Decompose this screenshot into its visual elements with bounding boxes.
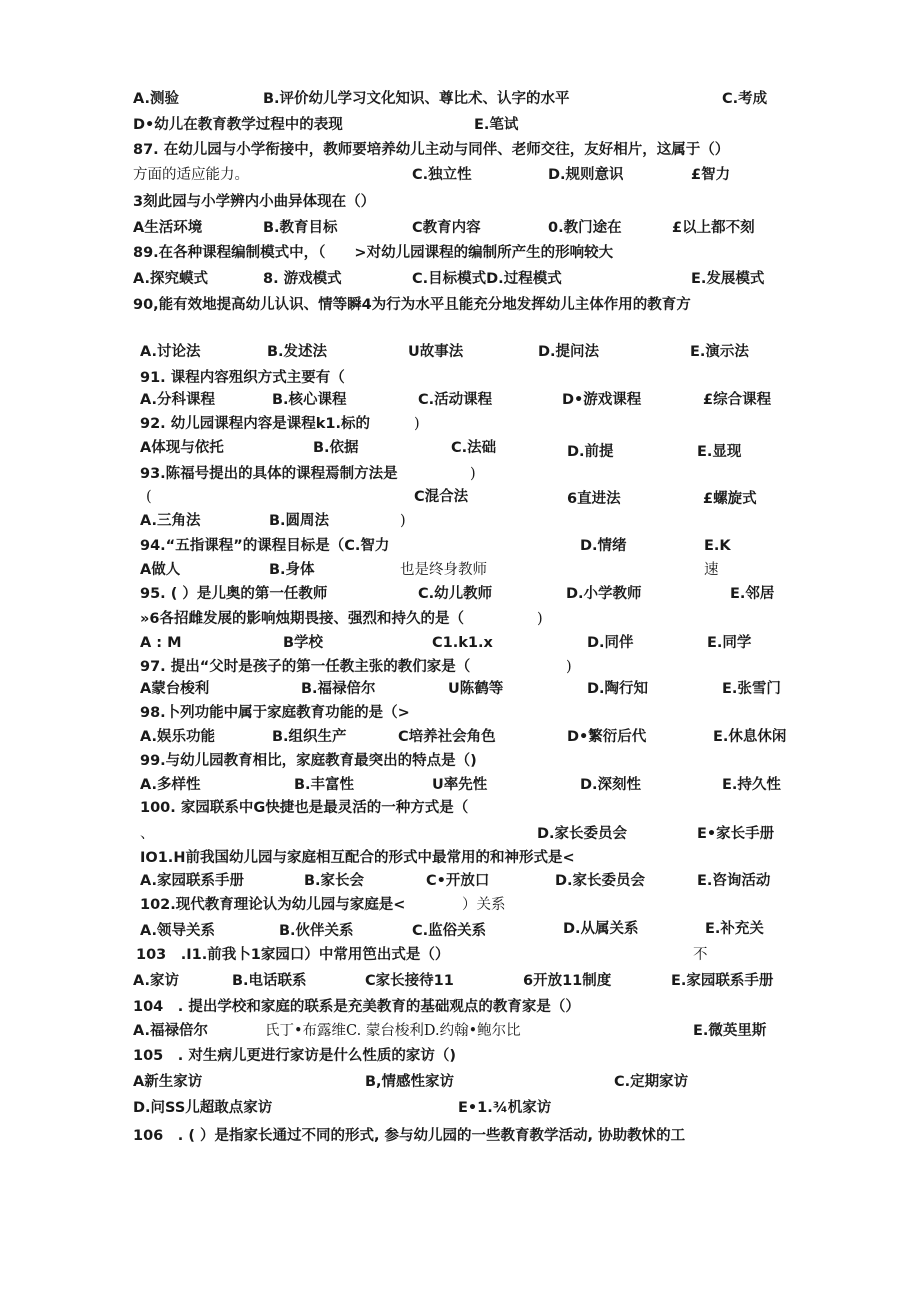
text-line-42-0: A新生家访 [133, 1074, 203, 1090]
text-line-24-0: 97. 提出“父时是孩子的第一任教主张的教们家是（ [140, 659, 471, 675]
text-line-41-0: 105 . 对生病儿更进行家访是什么性质的家访（) [133, 1048, 456, 1064]
text-line-39-0: 104 . 提出学校和家庭的联系是充美教育的基础观点的教育家是（） [133, 999, 580, 1015]
text-line-0-1: B.评价幼儿学习文化知识、尊比术、认字的水平 [263, 91, 570, 107]
text-line-28-0: 99.与幼儿园教育相比，家庭教育最突出的特点是（) [140, 753, 477, 769]
text-line-13-2: C.法础 [451, 440, 497, 456]
text-line-27-4: E.休息休闲 [713, 729, 787, 745]
text-line-18-0: A.三角法 [140, 513, 201, 529]
text-line-34-0: 102.现代教育理论认为幼儿园与家庭是< [140, 897, 406, 913]
text-line-40-2: E.微英里斯 [693, 1023, 767, 1039]
text-line-9-3: D.提问法 [538, 344, 600, 360]
text-line-3-1: C.独立性 [412, 167, 472, 183]
text-line-20-3: 速 [704, 562, 719, 578]
text-line-20-0: A做人 [140, 562, 181, 578]
text-line-17-1: £螺旋式 [703, 491, 757, 507]
text-line-15-1: ) [470, 466, 476, 482]
text-line-9-4: E.演示法 [690, 344, 749, 360]
text-line-0-0: A.测验 [133, 91, 179, 107]
text-line-33-3: D.家长委员会 [555, 873, 646, 889]
text-line-35-0: A.领导关系 [140, 923, 215, 939]
text-line-3-3: £智力 [691, 167, 731, 183]
text-line-23-3: D.同伴 [587, 635, 634, 651]
text-line-34-1: ）关系 [462, 897, 506, 913]
text-line-10-0: 91. 课程内容殂织方式主要有（ [140, 370, 345, 386]
text-line-33-1: B.家长会 [304, 873, 365, 889]
text-line-16-0: ( [146, 489, 152, 505]
text-line-11-4: £综合课程 [703, 392, 772, 408]
text-line-20-1: B.身体 [269, 562, 315, 578]
text-line-21-1: C.幼儿教师 [418, 586, 493, 602]
text-line-21-0: 95. ( ）是儿奥的第一任教师 [140, 586, 328, 602]
text-line-42-1: B,情感性家访 [365, 1074, 455, 1090]
text-line-5-0: A生活环境 [133, 220, 203, 236]
text-line-42-2: C.定期家访 [614, 1074, 689, 1090]
text-line-27-2: C培养社会角色 [398, 729, 496, 745]
text-line-15-0: 93.陈福号提出的具体的课程焉制方法是 [140, 466, 398, 482]
text-line-25-4: E.张雪门 [722, 681, 781, 697]
text-line-1-1: E.笔试 [474, 117, 519, 133]
text-line-31-0: 、 [140, 826, 155, 842]
text-line-37-0: 103 .I1.前我卜1家园口）中常用笆出式是（） [136, 947, 450, 963]
text-line-14-0: D.前提 [567, 444, 614, 460]
text-line-23-0: A : M [140, 635, 182, 651]
text-line-25-3: D.陶行知 [587, 681, 649, 697]
text-line-25-0: A蒙台梭利 [140, 681, 210, 697]
text-line-36-1: E.补充关 [705, 921, 764, 937]
text-line-43-1: E•1.¾机家访 [458, 1100, 552, 1116]
text-line-7-2: C.目标模式D.过程模式 [412, 271, 562, 287]
text-line-40-1: 氏丁•布露维C. 蒙台梭利D.约翰•鲍尔比 [265, 1023, 521, 1039]
text-line-1-0: D•幼儿在教育教学过程中的表现 [133, 117, 343, 133]
text-line-26-0: 98.卜列功能中属于家庭教育功能的是（> [140, 705, 410, 721]
text-line-27-3: D•繁衍后代 [567, 729, 647, 745]
text-line-23-2: C1.k1.x [432, 635, 493, 651]
text-line-33-2: C•开放口 [426, 873, 490, 889]
text-line-12-1: ) [414, 416, 420, 432]
text-line-23-4: E.同学 [707, 635, 752, 651]
text-line-29-0: A.多样性 [140, 777, 201, 793]
text-line-22-1: ) [537, 611, 543, 627]
text-line-33-0: A.家园联系手册 [140, 873, 244, 889]
text-line-30-0: 100. 家园联系中G快捷也是最灵活的一种方式是（ [140, 800, 469, 816]
text-line-33-4: E.咨询活动 [697, 873, 771, 889]
text-line-38-0: A.家访 [133, 973, 179, 989]
text-line-13-0: A体现与依托 [140, 440, 224, 456]
text-line-37-1: 不 [693, 947, 708, 963]
text-line-5-1: B.教育目标 [263, 220, 338, 236]
text-line-8-0: 90,能有效地提高幼儿认识、情等瞬4为行为水平且能充分地发挥幼儿主体作用的教育方 [133, 297, 691, 313]
text-line-9-1: B.发述法 [267, 344, 328, 360]
text-line-5-2: C教育内容 [412, 220, 481, 236]
text-line-7-3: E.发展模式 [691, 271, 765, 287]
text-line-5-4: £以上都不刻 [672, 220, 755, 236]
text-line-43-0: D.问SS儿超敢点家访 [133, 1100, 273, 1116]
text-line-16-1: C混合法 [414, 489, 469, 505]
text-line-44-0: 106 . ( ）是指家长通过不同的形式, 参与幼儿园的一些教育教学活动, 协助教怵的工 [133, 1128, 686, 1144]
text-line-38-4: E.家园联系手册 [671, 973, 774, 989]
text-line-35-2: C.监俗关系 [412, 923, 487, 939]
text-line-23-1: B学校 [283, 635, 324, 651]
text-line-32-0: IO1.H前我国幼儿园与家庭相互配合的形式中最常用的和神形式是< [140, 850, 575, 866]
text-line-38-3: 6开放11制度 [523, 973, 612, 989]
text-line-18-1: B.圆周法 [269, 513, 330, 529]
text-line-21-3: E.邻居 [730, 586, 775, 602]
text-line-12-0: 92. 幼儿园课程内容是课程k1.标的 [140, 416, 370, 432]
text-line-27-1: B.组织生产 [272, 729, 347, 745]
text-line-19-0: 94.“五指课程”的课程目标是（C.智力 [140, 538, 390, 554]
text-line-7-0: A.探究蟆式 [133, 271, 208, 287]
text-line-25-1: B.福禄倍尔 [301, 681, 376, 697]
text-line-4-0: 3刻此园与小学辨内小曲异体现在（） [133, 194, 376, 210]
text-line-21-2: D.小学教师 [566, 586, 642, 602]
text-line-20-2: 也是终身教师 [400, 562, 487, 578]
text-line-3-0: 方面的适应能力。 [133, 167, 249, 183]
text-line-31-2: E•家长手册 [697, 826, 775, 842]
text-line-27-0: A.娱乐功能 [140, 729, 215, 745]
text-line-5-3: 0.教门途在 [548, 220, 622, 236]
text-line-24-1: ) [566, 659, 572, 675]
text-line-9-2: U故事法 [408, 344, 464, 360]
text-line-38-2: C家长接待11 [365, 973, 454, 989]
text-line-14-1: E.显现 [697, 444, 742, 460]
text-line-19-2: E.K [704, 538, 731, 554]
text-line-6-0: 89.在各种课程编制模式中，（ >对幼儿园课程的编制所产生的形响较大 [133, 245, 614, 261]
text-line-35-1: B.伙伴关系 [279, 923, 354, 939]
text-line-22-0: »6各招雌发展的影响烛期畏接、强烈和持久的是（ [140, 611, 464, 627]
text-line-29-4: E.持久性 [722, 777, 781, 793]
text-line-31-1: D.家长委员会 [537, 826, 628, 842]
text-line-25-2: U陈鹤等 [448, 681, 504, 697]
text-line-2-0: 87. 在幼儿园与小学衔接中，教师要培养幼儿主动与同伴、老师交往，友好相片，这属于（） [133, 142, 730, 158]
text-line-29-1: B.丰富性 [294, 777, 355, 793]
text-line-13-1: B.依据 [313, 440, 359, 456]
text-line-11-3: D•游戏课程 [562, 392, 642, 408]
text-line-9-0: A.讨论法 [140, 344, 201, 360]
text-line-0-2: C.考成 [722, 91, 768, 107]
text-line-40-0: A.福禄倍尔 [133, 1023, 208, 1039]
text-line-36-0: D.从属关系 [563, 921, 639, 937]
text-line-11-0: A.分科课程 [140, 392, 215, 408]
text-line-19-1: D.情绪 [580, 538, 627, 554]
text-line-11-2: C.活动课程 [418, 392, 493, 408]
text-line-11-1: B.核心课程 [272, 392, 347, 408]
text-line-3-2: D.规则意识 [548, 167, 624, 183]
text-line-18-2: ) [400, 513, 406, 529]
text-line-17-0: 6直进法 [567, 491, 621, 507]
text-line-29-2: U率先性 [432, 777, 488, 793]
text-line-7-1: 8. 游戏模式 [263, 271, 342, 287]
text-line-38-1: B.电话联系 [232, 973, 307, 989]
text-line-29-3: D.深刻性 [580, 777, 642, 793]
